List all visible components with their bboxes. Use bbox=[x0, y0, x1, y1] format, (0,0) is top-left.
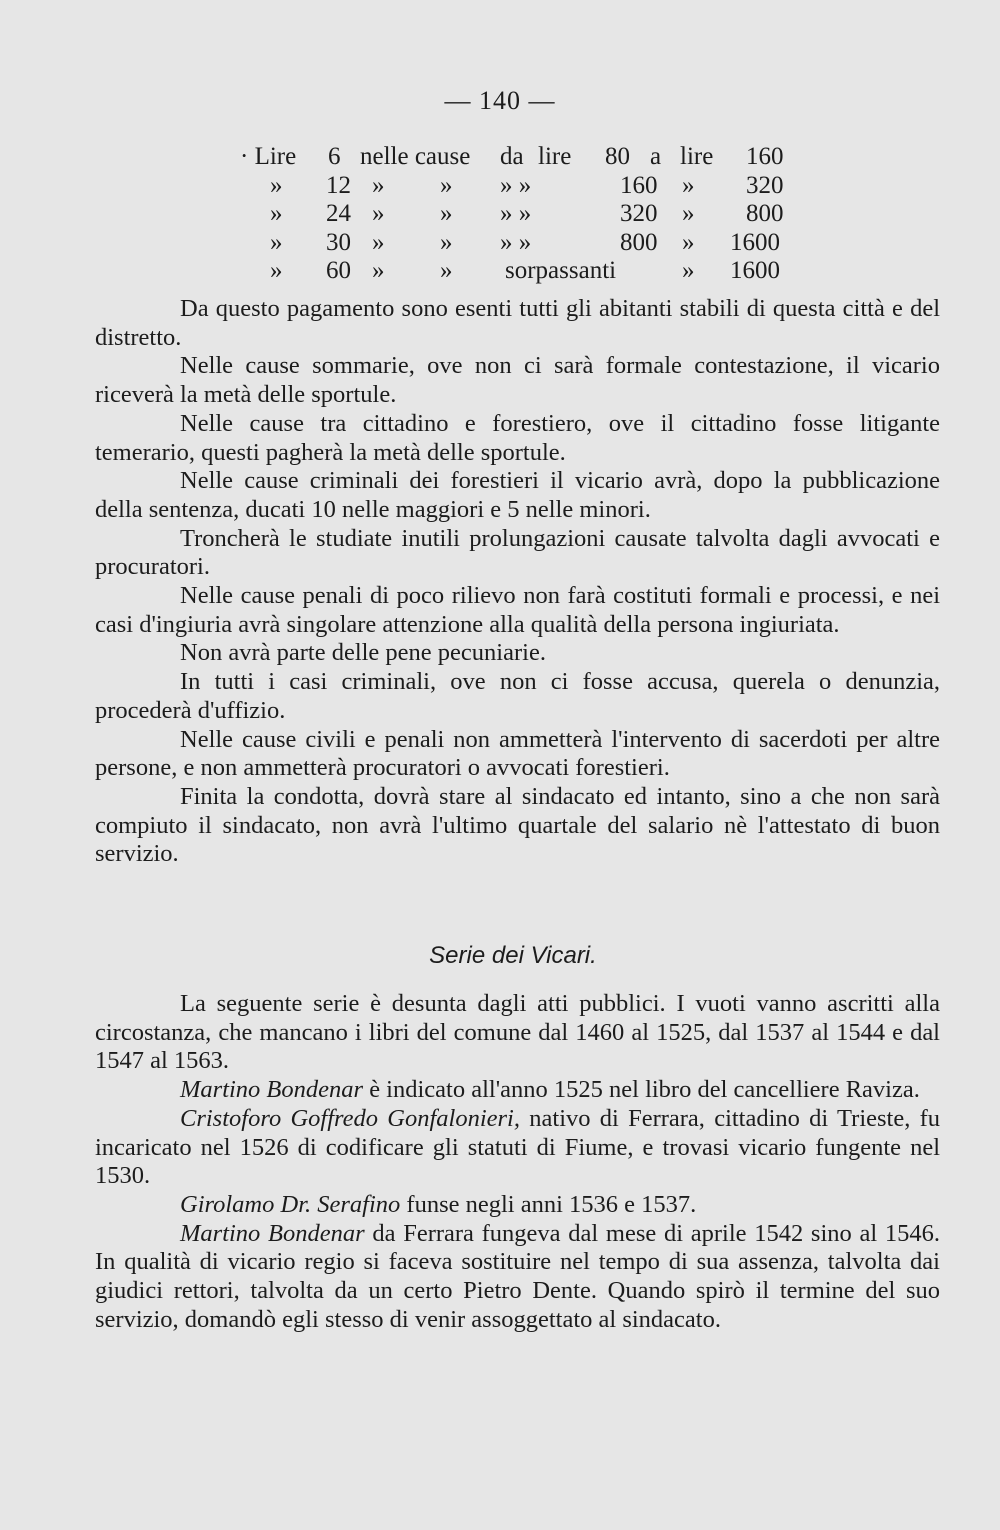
vicario-text: funse negli anni 1536 e 1537. bbox=[406, 1190, 697, 1218]
fee-ditto: » bbox=[372, 257, 385, 285]
fee-amount: 30 bbox=[326, 228, 351, 256]
fee-to: 160 bbox=[746, 143, 784, 170]
fee-ditto: » bbox=[440, 171, 453, 199]
fee-sorpassanti: sorpassanti bbox=[505, 257, 617, 285]
body-text bbox=[95, 295, 940, 869]
fee-row bbox=[0, 172, 1000, 201]
vicari-section bbox=[95, 990, 940, 1334]
fee-prefix: » bbox=[270, 228, 283, 256]
paragraph: Da questo pagamento sono esenti tutti gli abitanti stabili di questa città e del distretto. bbox=[95, 295, 940, 351]
vicario-entry bbox=[95, 1191, 940, 1220]
vicario-text: da Ferrara fungeva dal mese di aprile 1542 sino al 1546. In qualità di vicario regio si faceva sostituire nel tempo di sua assenza, talvolta dai giudici rettori, talvolta da un certo Pietro Dente. Quando spirò il termine del suo servizio, domandò egli stesso di venir assoggettato al sindacato. bbox=[95, 1219, 940, 1333]
fee-ditto: » bbox=[372, 228, 385, 256]
fee-ditto: » » bbox=[500, 171, 532, 199]
vicario-entry bbox=[95, 1076, 940, 1105]
fee-ditto: » bbox=[372, 171, 385, 199]
fee-ditto: » bbox=[440, 200, 453, 228]
fee-amount: 6 bbox=[328, 143, 341, 170]
fee-amount: 60 bbox=[326, 257, 351, 285]
vicario-name: Girolamo Dr. Serafino bbox=[180, 1190, 401, 1218]
vicario-name: Martino Bondenar bbox=[180, 1076, 364, 1104]
fee-from: 160 bbox=[620, 171, 658, 199]
fee-to-lire: lire bbox=[680, 143, 714, 170]
section-heading: Serie dei Vicari. bbox=[429, 942, 597, 969]
fee-row bbox=[0, 200, 1000, 229]
fee-row bbox=[0, 229, 1000, 258]
fee-to: 320 bbox=[746, 171, 784, 199]
fee-ditto: » bbox=[682, 171, 695, 199]
fee-ditto: » » bbox=[500, 200, 532, 228]
paragraph: Nelle cause criminali dei forestieri il vicario avrà, dopo la pubblicazione della sentenza, ducati 10 nelle maggiori e 5 nelle minori. bbox=[95, 467, 940, 523]
fee-da: da bbox=[500, 143, 524, 170]
fee-ditto: » bbox=[682, 257, 695, 285]
fee-amount: 12 bbox=[326, 171, 351, 199]
fee-ditto: » bbox=[372, 200, 385, 228]
fee-from: 80 bbox=[605, 143, 630, 170]
fee-lire: lire bbox=[538, 143, 572, 170]
paragraph: Nelle cause tra cittadino e forestiero, ove il cittadino fosse litigante temerario, questi pagherà la metà delle sportule. bbox=[95, 409, 940, 466]
vicario-text: nativo di Ferrara, cittadino di Trieste, fu incaricato nel 1526 di codificare gli statuti di Fiume, e trovasi vicario fungente nel 1530. bbox=[95, 1104, 941, 1190]
vicario-entry bbox=[95, 1105, 940, 1191]
fee-prefix: » bbox=[270, 257, 283, 285]
vicario-name: Cristoforo Goffredo Gonfalonieri, bbox=[180, 1104, 520, 1132]
fee-from: 800 bbox=[620, 228, 658, 256]
fee-to: 800 bbox=[746, 200, 784, 228]
page-number: — 140 — bbox=[444, 86, 556, 115]
vicari-intro: La seguente serie è desunta dagli atti pubblici. I vuoti vanno ascritti alla circostanza, che mancano i libri del comune dal 1460 al 1525, dal 1537 al 1544 e dal 1547 al 1563. bbox=[95, 990, 940, 1075]
fee-a: a bbox=[650, 143, 662, 170]
vicario-name: Martino Bondenar bbox=[180, 1219, 365, 1247]
paragraph: Nelle cause sommarie, ove non ci sarà formale contestazione, il vicario riceverà la metà delle sportule. bbox=[95, 352, 940, 409]
paragraph: Nelle cause civili e penali non ammetterà l'intervento di sacerdoti per altre persone, e non ammetterà procuratori o avvocati forestieri. bbox=[95, 725, 940, 782]
vicario-entry bbox=[95, 1220, 940, 1335]
fee-to: 1600 bbox=[730, 257, 780, 285]
fee-cause-label: nelle cause bbox=[360, 143, 471, 170]
fee-ditto: » bbox=[440, 228, 453, 256]
fee-ditto: » bbox=[682, 200, 695, 228]
fee-row bbox=[0, 257, 1000, 286]
fee-prefix: » bbox=[270, 171, 283, 199]
paragraph: In tutti i casi criminali, ove non ci fosse accusa, querela o denunzia, procederà d'uffizio. bbox=[95, 668, 940, 724]
fee-prefix: · Lire bbox=[240, 143, 297, 170]
fee-amount: 24 bbox=[326, 200, 351, 228]
fee-table bbox=[0, 143, 1000, 286]
fee-to: 1600 bbox=[730, 228, 780, 256]
fee-ditto: » bbox=[682, 228, 695, 256]
vicario-text: è indicato all'anno 1525 nel libro del cancelliere Raviza. bbox=[369, 1076, 920, 1104]
fee-ditto: » bbox=[440, 257, 453, 285]
fee-ditto: » » bbox=[500, 228, 532, 256]
fee-from: 320 bbox=[620, 200, 658, 228]
paragraph: Finita la condotta, dovrà stare al sindacato ed intanto, sino a che non sarà compiuto il sindacato, non avrà l'ultimo quartale del salario nè l'attestato di buon servizio. bbox=[95, 782, 940, 868]
paragraph: Nelle cause penali di poco rilievo non farà costituti formali e processi, e nei casi d'ingiuria avrà singolare attenzione alla qualità della persona ingiuriata. bbox=[95, 582, 940, 638]
paragraph: Troncherà le studiate inutili prolungazioni causate talvolta dagli avvocati e procuratori. bbox=[95, 524, 940, 581]
fee-prefix: » bbox=[270, 200, 283, 228]
fee-row bbox=[0, 143, 1000, 172]
paragraph: Non avrà parte delle pene pecuniarie. bbox=[180, 639, 546, 667]
